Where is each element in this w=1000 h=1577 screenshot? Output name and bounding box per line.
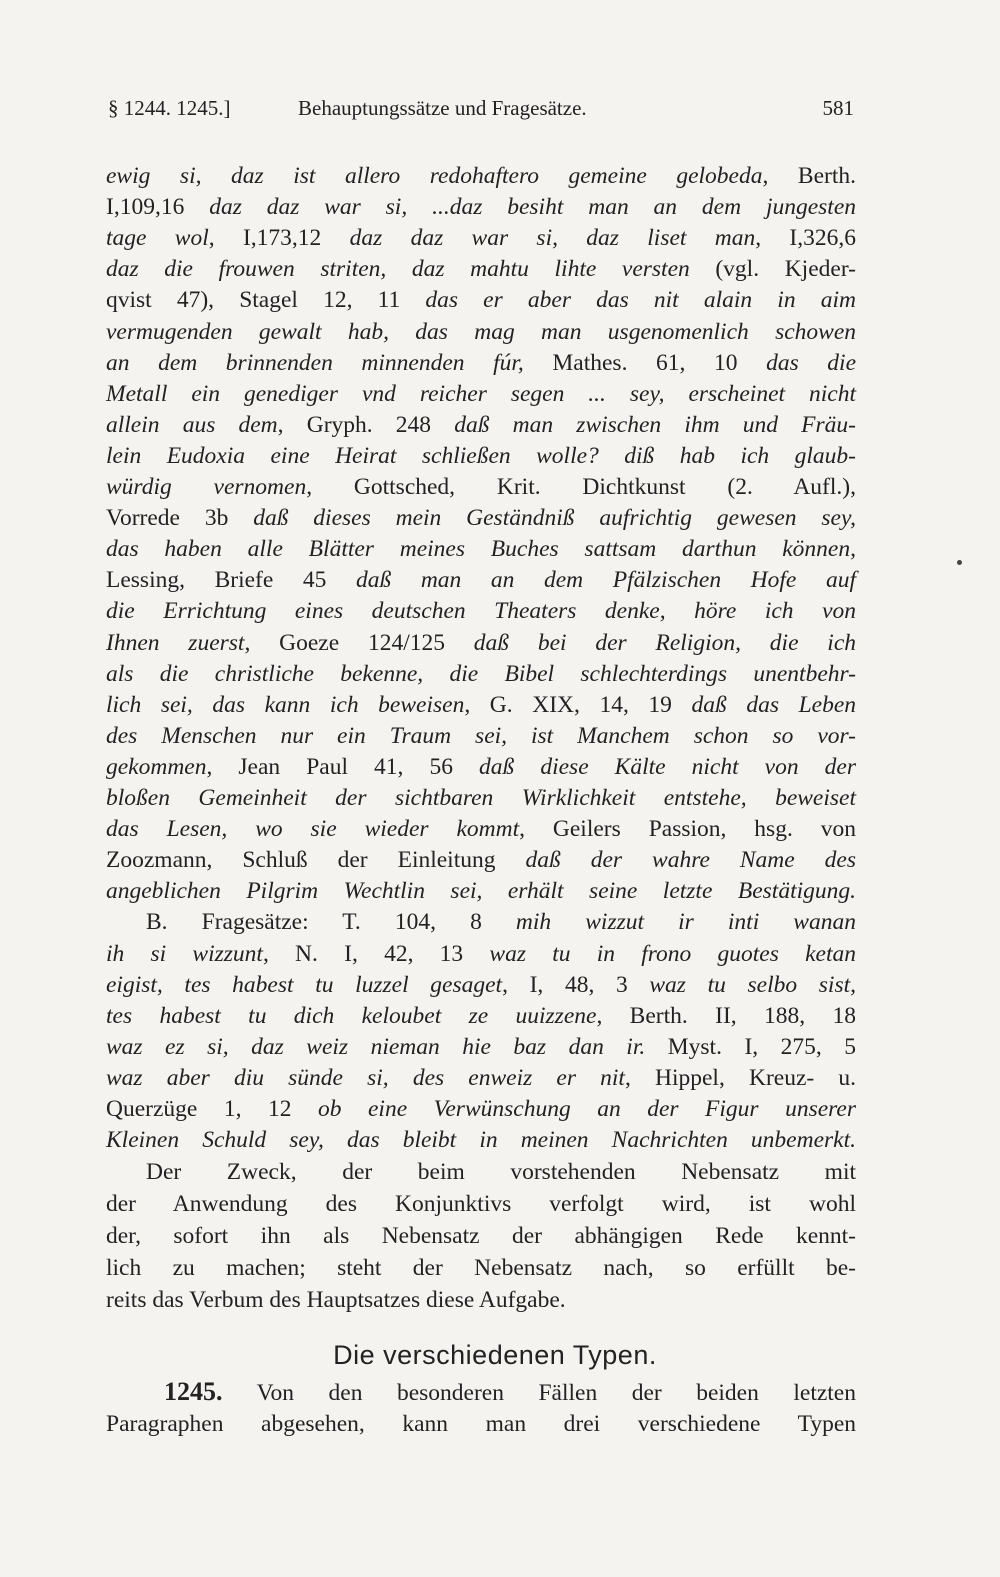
text-segment: Paragraphen abgesehen, kann man drei verschiedene Typen (106, 1411, 856, 1437)
paragraph-1245-line-1 (106, 1378, 856, 1406)
italic-quotation: daß man zwischen ihm und Fräu- (454, 411, 856, 438)
italic-quotation: daß das Leben (691, 691, 856, 718)
text-line (106, 971, 856, 999)
italic-quotation: bloßen Gemeinheit der sichtbaren Wirklichkeit entstehe, beweiset (106, 785, 856, 811)
text-line (106, 1064, 856, 1092)
italic-quotation: Metall ein genediger vnd reicher segen ... sey, erscheinet nicht (106, 380, 856, 407)
text-line (106, 380, 856, 408)
text-line (106, 629, 856, 657)
text-segment: der Anwendung des Konjunktivs verfolgt wird, ist wohl (106, 1191, 856, 1217)
text-line (106, 349, 856, 377)
running-header (108, 96, 854, 126)
text-segment: (vgl. Kjeder- (689, 256, 856, 283)
text-segment: qvist 47), Stagel 12, 11 (106, 287, 426, 314)
text-line (106, 908, 856, 936)
text-segment: I,109,16 (106, 194, 210, 221)
text-segment: , I,173,12 (208, 225, 350, 252)
text-segment: , Goeze 124/125 (244, 629, 474, 656)
italic-quotation: waz ez si, daz weiz nieman hie baz dan ir. (106, 1033, 646, 1060)
text-segment: Querzüge 1, 12 (106, 1096, 318, 1122)
text-line (106, 224, 856, 252)
text-segment: , Jean Paul 41, 56 (206, 753, 480, 780)
text-segment: , I,326,6 (755, 225, 857, 252)
italic-quotation: das Lesen, wo sie wieder kommt (106, 816, 520, 843)
text-segment: , Gottsched, Krit. Dichtkunst (2. Aufl.), (306, 474, 856, 500)
text-line (106, 691, 856, 719)
text-line (106, 877, 856, 905)
italic-quotation: waz tu in frono guotes ketan (489, 940, 857, 967)
text-line (106, 255, 856, 283)
text-segment: reits das Verbum des Hauptsatzes diese Aufgabe. (106, 1287, 566, 1313)
text-line (106, 535, 856, 563)
scan-speck (957, 560, 962, 565)
paragraph-1245-line-2 (106, 1410, 856, 1438)
text-line (106, 753, 856, 781)
italic-quotation: daß man an dem Pfälzischen Hofe auf (355, 567, 856, 594)
text-line (106, 1190, 856, 1218)
italic-quotation: waz tu selbo sist, (649, 971, 856, 998)
italic-quotation: daß diese Kälte nicht von der (479, 753, 856, 780)
text-line (106, 597, 856, 625)
italic-quotation: Ihnen zuerst (106, 629, 245, 656)
text-segment: , G. XIX, 14, 19 (464, 691, 692, 718)
section-heading-text: Die verschiedenen Typen. (333, 1340, 657, 1370)
italic-quotation: daß der wahre Name des (525, 847, 857, 874)
italic-quotation: daz die frouwen striten, daz mahtu lihte versten (106, 256, 690, 283)
italic-quotation: allein aus dem (106, 411, 278, 438)
italic-quotation: lich sei, das kann ich beweisen (106, 691, 465, 718)
text-line (106, 566, 856, 594)
text-line (106, 1158, 856, 1186)
italic-quotation: das haben alle Blätter meines Buches sattsam darthun können, (106, 536, 856, 563)
text-line (106, 1254, 856, 1282)
text-line (106, 1126, 856, 1154)
text-line (106, 1286, 856, 1314)
italic-quotation: daz daz war si, daz liset man (349, 225, 756, 252)
text-line (106, 318, 856, 346)
italic-quotation: Kleinen Schuld sey, das bleibt in meinen Nachrichten unbemerkt. (106, 1127, 856, 1154)
text-segment: B. Fragesätze: T. 104, 8 (146, 909, 516, 936)
italic-quotation: das er aber das nit alain in aim (425, 287, 856, 314)
text-segment: , Hippel, Kreuz- u. (624, 1064, 857, 1091)
italic-quotation: daß dieses mein Geständniß aufrichtig gewesen sey, (253, 505, 856, 532)
italic-quotation: daz daz war si, ...daz besiht man an dem jungesten (209, 194, 857, 221)
italic-quotation: daß bei der Religion, die ich (473, 629, 857, 656)
italic-quotation: tage wol (106, 225, 209, 252)
text-line (106, 1222, 856, 1250)
italic-quotation: ih si wizzunt (106, 940, 263, 967)
text-line (106, 442, 856, 470)
text-line (106, 473, 856, 501)
text-segment: Mathes. 61, 10 (523, 349, 767, 376)
text-segment: Vorrede 3b (106, 505, 254, 532)
text-line (106, 846, 856, 874)
italic-quotation: die Errichtung eines deutschen Theaters denke, höre ich von (106, 598, 856, 625)
italic-quotation: eigist, tes habest tu luzzel gesaget (106, 971, 503, 998)
text-segment: der, sofort ihn als Nebensatz der abhängigen Rede kennt- (106, 1223, 856, 1249)
text-segment: , N. I, 42, 13 (262, 940, 490, 967)
text-segment: Myst. I, 275, 5 (645, 1033, 856, 1060)
italic-quotation: waz aber diu sünde si, des enweiz er nit (106, 1064, 625, 1091)
text-segment: lich zu machen; steht der Nebensatz nach, so erfüllt be- (106, 1255, 856, 1281)
italic-quotation: würdig vernomen (106, 474, 307, 500)
text-line (106, 1033, 856, 1061)
text-segment: , Geilers Passion, hsg. von (519, 816, 856, 843)
italic-quotation: das die (766, 349, 856, 376)
text-line (106, 162, 856, 190)
italic-quotation: gekommen (106, 753, 207, 780)
text-line (106, 784, 856, 812)
text-segment: , I, 48, 3 (502, 971, 650, 998)
text-segment: Zoozmann, Schluß der Einleitung (106, 847, 526, 874)
page-number: 581 (822, 96, 854, 120)
text-segment: , Berth. II, 188, 18 (596, 1002, 856, 1029)
text-segment: , Gryph. 248 (277, 411, 455, 438)
text-segment: Lessing, Briefe 45 (106, 567, 356, 594)
text-line (106, 660, 856, 688)
text-segment: Von den besonderen Fällen der beiden letzten (256, 1380, 856, 1406)
text-line (106, 940, 856, 968)
header-title: Behauptungssätze und Fragesätze. (298, 96, 587, 120)
header-section-ref: § 1244. 1245.] (108, 96, 231, 120)
italic-quotation: ob eine Verwünschung an der Figur unserer (317, 1096, 857, 1122)
italic-quotation: vermugenden gewalt hab, das mag man usgenomenlich schowen (106, 318, 856, 345)
italic-quotation: mih wizzut ir inti wanan (515, 909, 856, 936)
italic-quotation: an dem brinnenden minnenden fúr, (106, 349, 524, 376)
section-heading (0, 1340, 1000, 1371)
italic-quotation: des Menschen nur ein Traum sei, ist Manchem schon so vor- (106, 722, 856, 749)
italic-quotation: lein Eudoxia eine Heirat schließen wolle? diß hab ich glaub- (106, 442, 856, 469)
text-line (106, 1095, 856, 1123)
text-segment: , Berth. (762, 163, 856, 189)
text-line (106, 193, 856, 221)
text-line (106, 504, 856, 532)
text-segment: Der Zweck, der beim vorstehenden Nebensatz mit (146, 1159, 856, 1185)
italic-quotation: angeblichen Pilgrim Wechtlin sei, erhält seine letzte Bestätigung. (106, 878, 856, 905)
italic-quotation: ewig si, daz ist allero redohaftero gemeine gelobeda (106, 163, 763, 189)
text-line (106, 1002, 856, 1030)
text-line (106, 411, 856, 439)
text-line (106, 815, 856, 843)
italic-quotation: tes habest tu dich keloubet ze uuizzene (106, 1002, 597, 1029)
italic-quotation: als die christliche bekenne, die Bibel schlechterdings unentbehr- (106, 660, 856, 687)
text-line (106, 286, 856, 314)
paragraph-number: 1245. (164, 1377, 223, 1406)
text-line (106, 722, 856, 750)
